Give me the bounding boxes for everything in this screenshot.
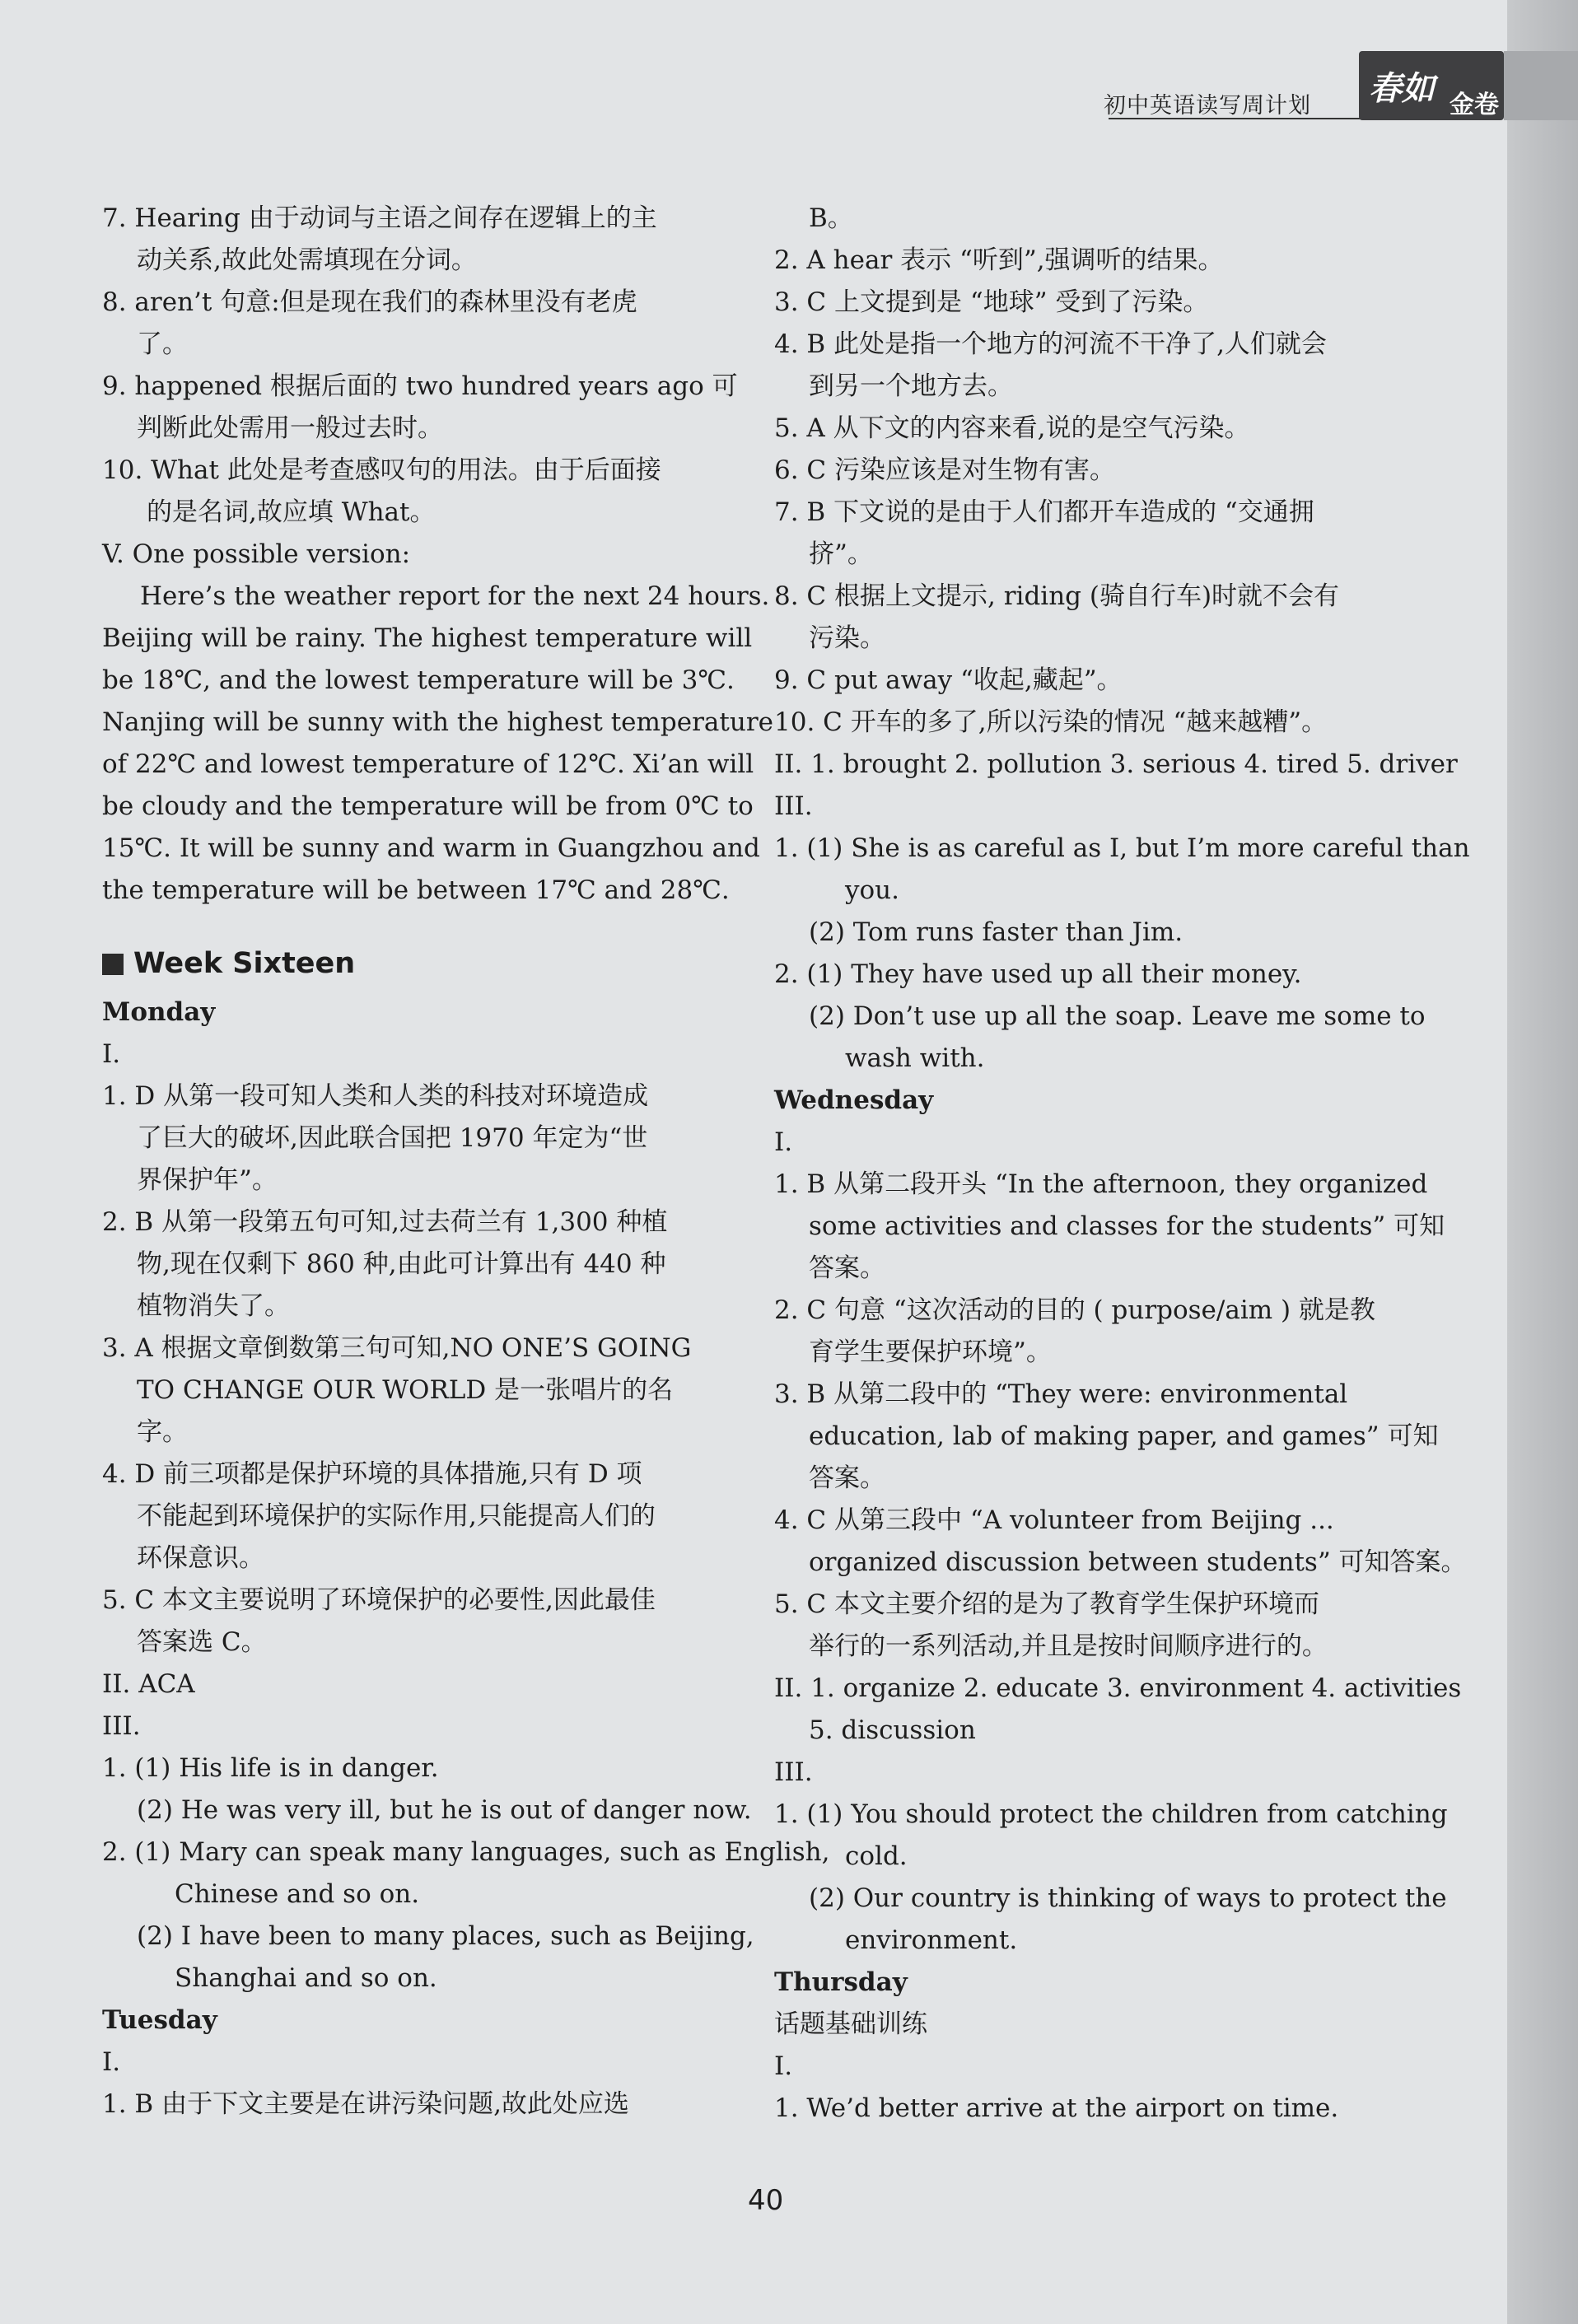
day-label-thursday: Thursday	[774, 1967, 908, 1997]
section-label: III.	[102, 1711, 141, 1741]
answer-item	[774, 1500, 1467, 1584]
item-line: 判断此处需用一般过去时。	[137, 413, 443, 443]
item-line: 2. C 句意 “这次活动的目的 ( purpose/aim ) 就是教	[774, 1295, 1375, 1325]
item-line: B。	[809, 203, 853, 233]
essay-line: Nanjing will be sunny with the highest temperature	[102, 707, 773, 737]
page-header	[1104, 43, 1578, 122]
item-line: 的是名词,故应填 What。	[147, 497, 436, 527]
answer-item	[774, 1584, 1417, 1668]
answer-item	[774, 576, 1417, 660]
answer-item	[102, 1202, 745, 1328]
section-label: 5. discussion	[809, 1715, 976, 1745]
essay-line: the temperature will be between 17℃ and 28℃.	[102, 875, 730, 905]
item-line: 1. D 从第一段可知人类和人类的科技对环境造成	[102, 1081, 649, 1111]
sentence-line: (2) He was very ill, but he is out of danger now.	[137, 1795, 752, 1825]
item-line: 3. B 从第二段中的 “They were: environmental	[774, 1379, 1348, 1409]
item-line: 字。	[137, 1417, 188, 1447]
week-heading	[102, 943, 745, 985]
section-label: I.	[102, 1039, 121, 1069]
item-line: 植物消失了。	[137, 1291, 290, 1321]
item-line: 2. B 从第一段第五句可知,过去荷兰有 1,300 种植	[102, 1207, 668, 1237]
section-label: II. 1. organize 2. educate 3. environment 4. activities	[774, 1673, 1462, 1703]
item-line: 10. What 此处是考查感叹句的用法。由于后面接	[102, 455, 661, 485]
answer-item	[102, 1076, 745, 1202]
item-line: 4. B 此处是指一个地方的河流不干净了,人们就会	[774, 329, 1327, 359]
item-line: 界保护年”。	[137, 1165, 278, 1195]
section-label: I.	[774, 2051, 793, 2081]
square-bullet-icon	[102, 954, 124, 975]
item-line: 污染。	[809, 623, 885, 653]
item-line: 了。	[137, 329, 188, 359]
item-line: 5. C 本文主要介绍的是为了教育学生保护环境而	[774, 1589, 1320, 1619]
page-number: 40	[748, 2184, 784, 2217]
item-line: 动关系,故此处需填现在分词。	[137, 245, 477, 275]
section-v-heading: V. One possible version:	[102, 539, 411, 569]
item-line: 10. C 开车的多了,所以污染的情况 “越来越糟”。	[774, 707, 1328, 737]
item-line: 举行的一系列活动,并且是按时间顺序进行的。	[809, 1631, 1328, 1661]
sentence-line: 2. (1) Mary can speak many languages, such as English,	[102, 1837, 830, 1867]
item-line: 9. C put away “收起,藏起”。	[774, 665, 1123, 695]
item-line: some activities and classes for the students” 可知	[809, 1211, 1445, 1241]
item-line: 4. D 前三项都是保护环境的具体措施,只有 D 项	[102, 1459, 642, 1489]
item-line: 答案。	[809, 1253, 885, 1283]
sentence-line: (2) Tom runs faster than Jim.	[809, 917, 1184, 947]
item-line: 2. A hear 表示 “听到”,强调听的结果。	[774, 245, 1224, 275]
sentence-line: 2. (1) They have used up all their money.	[774, 959, 1302, 989]
section-label: III.	[774, 791, 813, 821]
section-label: III.	[774, 1757, 813, 1787]
item-line: 8. C 根据上文提示, riding (骑自行车)时就不会有	[774, 581, 1340, 611]
header-grey-block	[1504, 51, 1578, 120]
item-line: 1. B 由于下文主要是在讲污染问题,故此处应选	[102, 2089, 629, 2119]
item-line: 环保意识。	[137, 1543, 264, 1573]
answer-item	[774, 492, 1417, 576]
item-line: 1. B 从第二段开头 “In the afternoon, they organized	[774, 1169, 1428, 1199]
item-line: education, lab of making paper, and games” 可知	[809, 1421, 1439, 1451]
answer-item	[774, 1374, 1439, 1500]
header-underline	[1109, 118, 1364, 119]
item-line: 7. B 下文说的是由于人们都开车造成的 “交通拥	[774, 497, 1314, 527]
sentence-line: 1. (1) She is as careful as I, but I’m more careful than	[774, 833, 1470, 863]
sentence-line: 1. (1) You should protect the children from catching	[774, 1799, 1448, 1829]
topic-label: 话题基础训练	[774, 2009, 927, 2039]
essay-line: Here’s the weather report for the next 24 hours.	[140, 581, 770, 611]
sentence-line: Chinese and so on.	[175, 1879, 420, 1909]
sentence-line: Shanghai and so on.	[175, 1963, 437, 1993]
essay-line: 15℃. It will be sunny and warm in Guangzhou and	[102, 833, 760, 863]
answer-item	[102, 282, 745, 366]
item-line: 6. C 污染应该是对生物有害。	[774, 455, 1116, 485]
item-line: 9. happened 根据后面的 two hundred years ago 可	[102, 371, 738, 401]
day-label-tuesday: Tuesday	[102, 2005, 217, 2035]
answer-item	[102, 366, 745, 450]
answer-item	[102, 198, 745, 282]
brand-logo	[1359, 51, 1504, 120]
essay	[102, 576, 773, 912]
item-line: 答案选 C。	[137, 1627, 267, 1657]
sentence-line: you.	[845, 875, 899, 905]
essay-line: Beijing will be rainy. The highest temperature will	[102, 623, 753, 653]
item-line: 3. A 根据文章倒数第三句可知,NO ONE’S GOING	[102, 1333, 692, 1363]
item-line: 5. C 本文主要说明了环境保护的必要性,因此最佳	[102, 1585, 656, 1615]
series-title: 初中英语读写周计划	[1104, 93, 1311, 119]
item-line: 1. We’d better arrive at the airport on time.	[774, 2093, 1339, 2123]
sentence-line: (2) Don’t use up all the soap. Leave me some to	[809, 1001, 1426, 1031]
answer-item	[774, 324, 1417, 408]
sentence-line: (2) I have been to many places, such as Beijing,	[137, 1921, 754, 1951]
section-label: I.	[102, 2047, 121, 2077]
item-line: 7. Hearing 由于动词与主语之间存在逻辑上的主	[102, 203, 657, 233]
item-line: 了巨大的破坏,因此联合国把 1970 年定为“世	[137, 1123, 648, 1153]
sentence-line: cold.	[845, 1841, 908, 1871]
item-line: 4. C 从第三段中 “A volunteer from Beijing ...	[774, 1505, 1334, 1535]
item-line: 8. aren’t 句意:但是现在我们的森林里没有老虎	[102, 287, 637, 317]
answer-item	[102, 450, 745, 534]
answer-item	[102, 1328, 745, 1454]
left-column	[102, 198, 830, 2126]
answer-item	[774, 1164, 1445, 1290]
day-label-wednesday: Wednesday	[774, 1085, 934, 1115]
essay-line: of 22℃ and lowest temperature of 12℃. Xi’an will	[102, 749, 754, 779]
essay-line: be 18℃, and the lowest temperature will be 3℃.	[102, 665, 735, 695]
item-line: 答案。	[809, 1463, 885, 1493]
item-line: 5. A 从下文的内容来看,说的是空气污染。	[774, 413, 1250, 443]
essay-line: be cloudy and the temperature will be from 0℃ to	[102, 791, 754, 821]
item-line: 物,现在仅剩下 860 种,由此可计算出有 440 种	[137, 1249, 666, 1279]
section-label: I.	[774, 1127, 793, 1157]
item-line: 3. C 上文提到是 “地球” 受到了污染。	[774, 287, 1209, 317]
item-line: 挤”。	[809, 539, 873, 569]
item-line: 到另一个地方去。	[809, 371, 1013, 401]
answer-item	[102, 1454, 745, 1580]
section-label: II. ACA	[102, 1669, 195, 1699]
page-edge-shadow	[1507, 0, 1578, 2324]
item-line: organized discussion between students” 可知答案。	[809, 1547, 1467, 1577]
item-line: 育学生要保护环境”。	[809, 1337, 1052, 1367]
answer-item	[102, 1580, 745, 1664]
day-label-monday: Monday	[102, 997, 216, 1027]
sentence-line: environment.	[845, 1925, 1018, 1955]
right-column	[774, 198, 1470, 2130]
item-line: TO CHANGE OUR WORLD 是一张唱片的名	[137, 1375, 674, 1405]
section-label: II. 1. brought 2. pollution 3. serious 4. tired 5. driver	[774, 749, 1458, 779]
sentence-line: wash with.	[845, 1043, 985, 1073]
item-line: 不能起到环境保护的实际作用,只能提高人们的	[137, 1501, 656, 1531]
brand-main-text: 春如	[1369, 69, 1435, 108]
week-heading-text: Week Sixteen	[133, 947, 356, 980]
brand-sub-text: 金卷	[1450, 91, 1499, 119]
answer-item	[774, 1290, 1417, 1374]
sentence-line: 1. (1) His life is in danger.	[102, 1753, 439, 1783]
sentence-line: (2) Our country is thinking of ways to protect the	[809, 1883, 1447, 1913]
